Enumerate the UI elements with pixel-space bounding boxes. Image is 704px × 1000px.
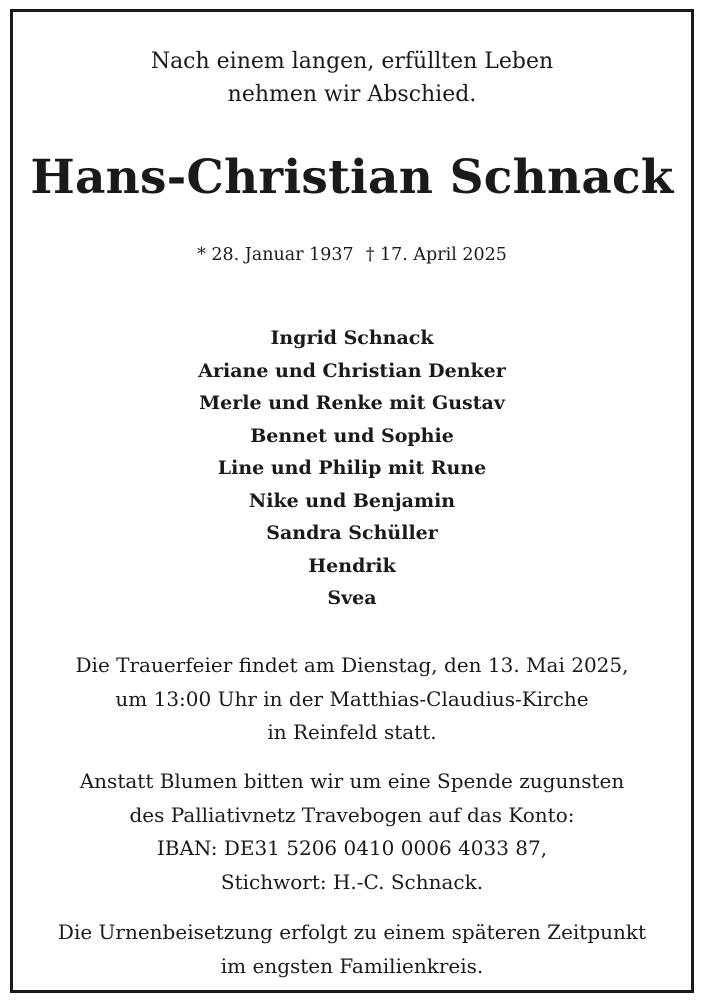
mourner-entry: Svea — [327, 587, 377, 609]
burial-info — [13, 916, 691, 983]
mourner-entry: Ingrid Schnack — [270, 327, 434, 349]
mourner-entry: Ariane und Christian Denker — [198, 359, 506, 382]
keyword-line: Stichwort: H.-C. Schnack. — [220, 869, 484, 894]
service-line: um 13:00 Uhr in der Matthias-Claudius-Kirche — [115, 686, 589, 711]
funeral-service-info — [13, 649, 691, 750]
donation-line: Anstatt Blumen bitten wir um eine Spende zugunsten — [79, 769, 625, 793]
intro-line: nehmen wir Abschied. — [227, 82, 477, 107]
service-line: Die Trauerfeier findet am Dienstag, den 13. Mai 2025, — [75, 653, 629, 677]
mourners-list — [13, 322, 691, 615]
intro-line: Nach einem langen, erfüllten Leben — [150, 49, 554, 74]
death-date: † 17. April 2025 — [365, 245, 507, 265]
obituary-frame — [10, 9, 694, 993]
mourner-entry: Sandra Schüller — [266, 522, 438, 544]
donation-info — [13, 765, 691, 899]
mourner-entry: Nike und Benjamin — [248, 489, 456, 512]
mourner-entry: Bennet und Sophie — [250, 424, 454, 447]
obituary-content — [13, 12, 691, 990]
life-dates — [13, 241, 691, 269]
deceased-name: Hans-Christian Schnack — [30, 150, 674, 205]
burial-line: Die Urnenbeisetzung erfolgt zu einem späteren Zeitpunkt — [57, 920, 647, 944]
mourner-entry: Merle und Renke mit Gustav — [199, 392, 505, 414]
birth-date: * 28. Januar 1937 — [197, 245, 354, 265]
donation-line: des Palliativnetz Travebogen auf das Konto: — [129, 802, 575, 827]
intro-text — [13, 45, 691, 111]
service-line: in Reinfeld statt. — [267, 720, 437, 744]
iban-line: IBAN: DE31 5206 0410 0006 4033 87, — [156, 836, 548, 860]
mourner-entry: Hendrik — [308, 554, 396, 577]
mourner-entry: Line und Philip mit Rune — [217, 457, 487, 479]
burial-line: im engsten Familienkreis. — [220, 953, 484, 978]
